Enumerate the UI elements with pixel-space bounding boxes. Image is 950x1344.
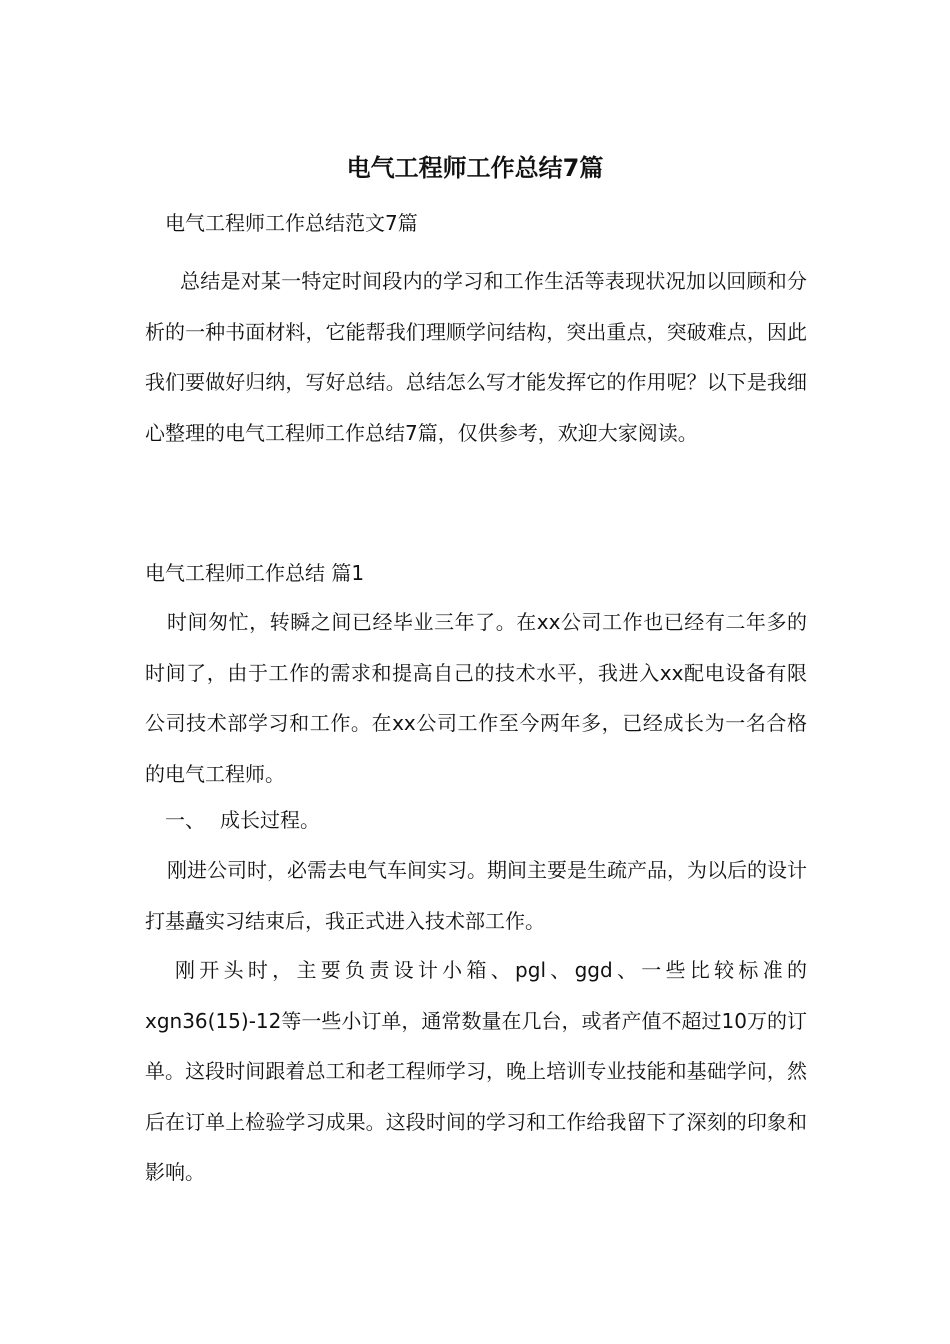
body-paragraph-3: 刚开头时，主要负责设计小箱、pgl、ggd、一些比较标准的xgn36(15)-12等一些小订单，通常数量在几台，或者产值不超过10万的订单。这段时间跟着总工和老工程师学习，晚上培训专业技能和基础学问，然后在订单上检验学习成果。这段时间的学习和工作给我留下了深刻的印象和影响。 — [145, 958, 807, 1184]
document-subtitle: 电气工程师工作总结范文7篇 — [165, 211, 418, 235]
section-heading: 电气工程师工作总结 篇1 — [145, 561, 365, 585]
list-marker: 一、 — [165, 808, 205, 832]
list-heading — [165, 800, 320, 840]
list-title: 成长过程。 — [220, 808, 320, 832]
body-paragraph-2: 刚进公司时，必需去电气车间实习。期间主要是生疏产品，为以后的设计打基矗实习结束后，我正式进入技术部工作。 — [145, 858, 807, 933]
body-paragraph-1: 时间匆忙，转瞬之间已经毕业三年了。在xx公司工作也已经有二年多的时间了，由于工作的需求和提高自己的技术水平，我进入xx配电设备有限公司技术部学习和工作。在xx公司工作至今两年多，已经成长为一名合格的电气工程师。 — [145, 610, 807, 786]
document-title: 电气工程师工作总结7篇 — [346, 154, 604, 182]
intro-paragraph: 总结是对某一特定时间段内的学习和工作生活等表现状况加以回顾和分析的一种书面材料，它能帮我们理顺学问结构，突出重点，突破难点，因此我们要做好归纳，写好总结。总结怎么写才能发挥它的作用呢？以下是我细心整理的电气工程师工作总结7篇，仅供参考，欢迎大家阅读。 — [145, 269, 807, 445]
